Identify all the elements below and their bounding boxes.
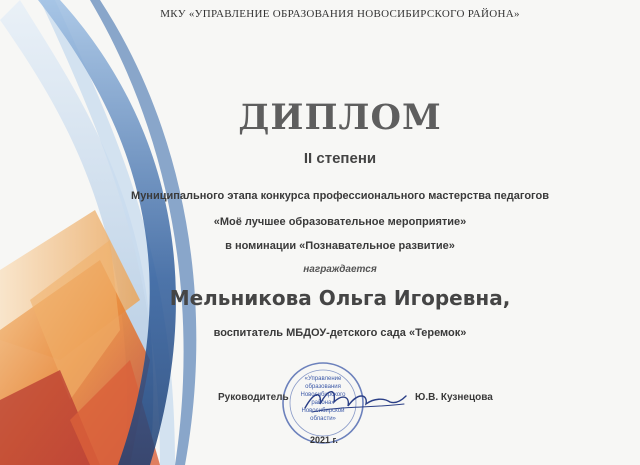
signature-role: Руководитель — [218, 392, 289, 403]
awarded-label: награждается — [303, 264, 377, 275]
contest-line: Муниципального этапа конкурса профессионального мастерства педагогов — [131, 190, 549, 202]
handwritten-signature — [300, 380, 410, 420]
year-text: 2021 г. — [310, 435, 338, 445]
stamp-line: района» — [311, 400, 335, 406]
recipient-name: Мельникова Ольга Игоревна, — [169, 286, 511, 310]
stamp-line: Новосибирской — [301, 408, 345, 414]
stamp-line: образования — [305, 384, 341, 390]
signer-name: Ю.В. Кузнецова — [415, 392, 493, 403]
event-name: «Моё лучшее образовательное мероприятие» — [213, 216, 467, 228]
stamp-line: области» — [310, 416, 336, 422]
stamp-line: Новосибирского — [300, 392, 346, 398]
degree-text: II степени — [303, 150, 377, 167]
recipient-position: воспитатель МБДОУ-детского сада «Теремок» — [213, 327, 467, 339]
organization-header: МКУ «УПРАВЛЕНИЕ ОБРАЗОВАНИЯ НОВОСИБИРСКОГО РАЙОНА» — [160, 8, 520, 20]
diploma-title: ДИПЛОМ — [238, 97, 442, 138]
nomination-line: в номинации «Познавательное развитие» — [225, 240, 455, 252]
stamp-line: «Управление — [304, 376, 342, 382]
